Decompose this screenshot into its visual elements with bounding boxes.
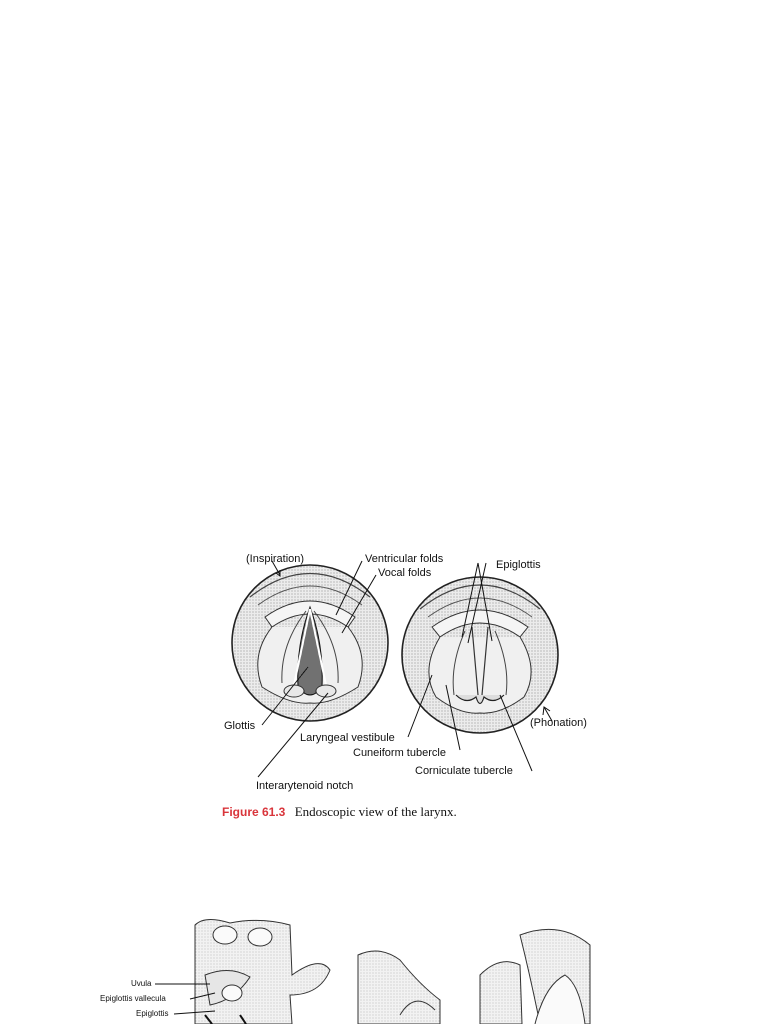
label-epiglottis: Epiglottis — [496, 559, 541, 571]
label-uvula: Uvula — [131, 979, 152, 988]
inspiration-view — [232, 565, 388, 721]
phonation-view — [402, 577, 558, 733]
label-vocal-folds: Vocal folds — [378, 567, 432, 579]
pharynx-illustration — [0, 915, 768, 1024]
figure-number: Figure 61.3 — [222, 805, 286, 819]
figure-caption — [222, 804, 457, 820]
label-phonation: (Phonation) — [530, 717, 587, 729]
label-corniculate-tubercle: Corniculate tubercle — [415, 765, 513, 777]
label-epiglottis-vallecula: Epiglottis vallecula — [100, 994, 166, 1003]
label-epiglottis-2: Epiglottis — [136, 1009, 169, 1018]
label-inspiration: (Inspiration) — [246, 553, 305, 565]
figure-caption-text: Endoscopic view of the larynx. — [294, 804, 457, 819]
label-laryngeal-vestibule: Laryngeal vestibule — [300, 732, 395, 744]
pharynx-figure-partial — [0, 915, 768, 1024]
label-glottis: Glottis — [224, 720, 256, 732]
label-ventricular-folds: Ventricular folds — [365, 553, 444, 565]
larynx-endoscopic-figure — [210, 545, 610, 795]
label-interarytenoid-notch: Interarytenoid notch — [256, 780, 354, 792]
label-cuneiform-tubercle: Cuneiform tubercle — [353, 747, 446, 759]
